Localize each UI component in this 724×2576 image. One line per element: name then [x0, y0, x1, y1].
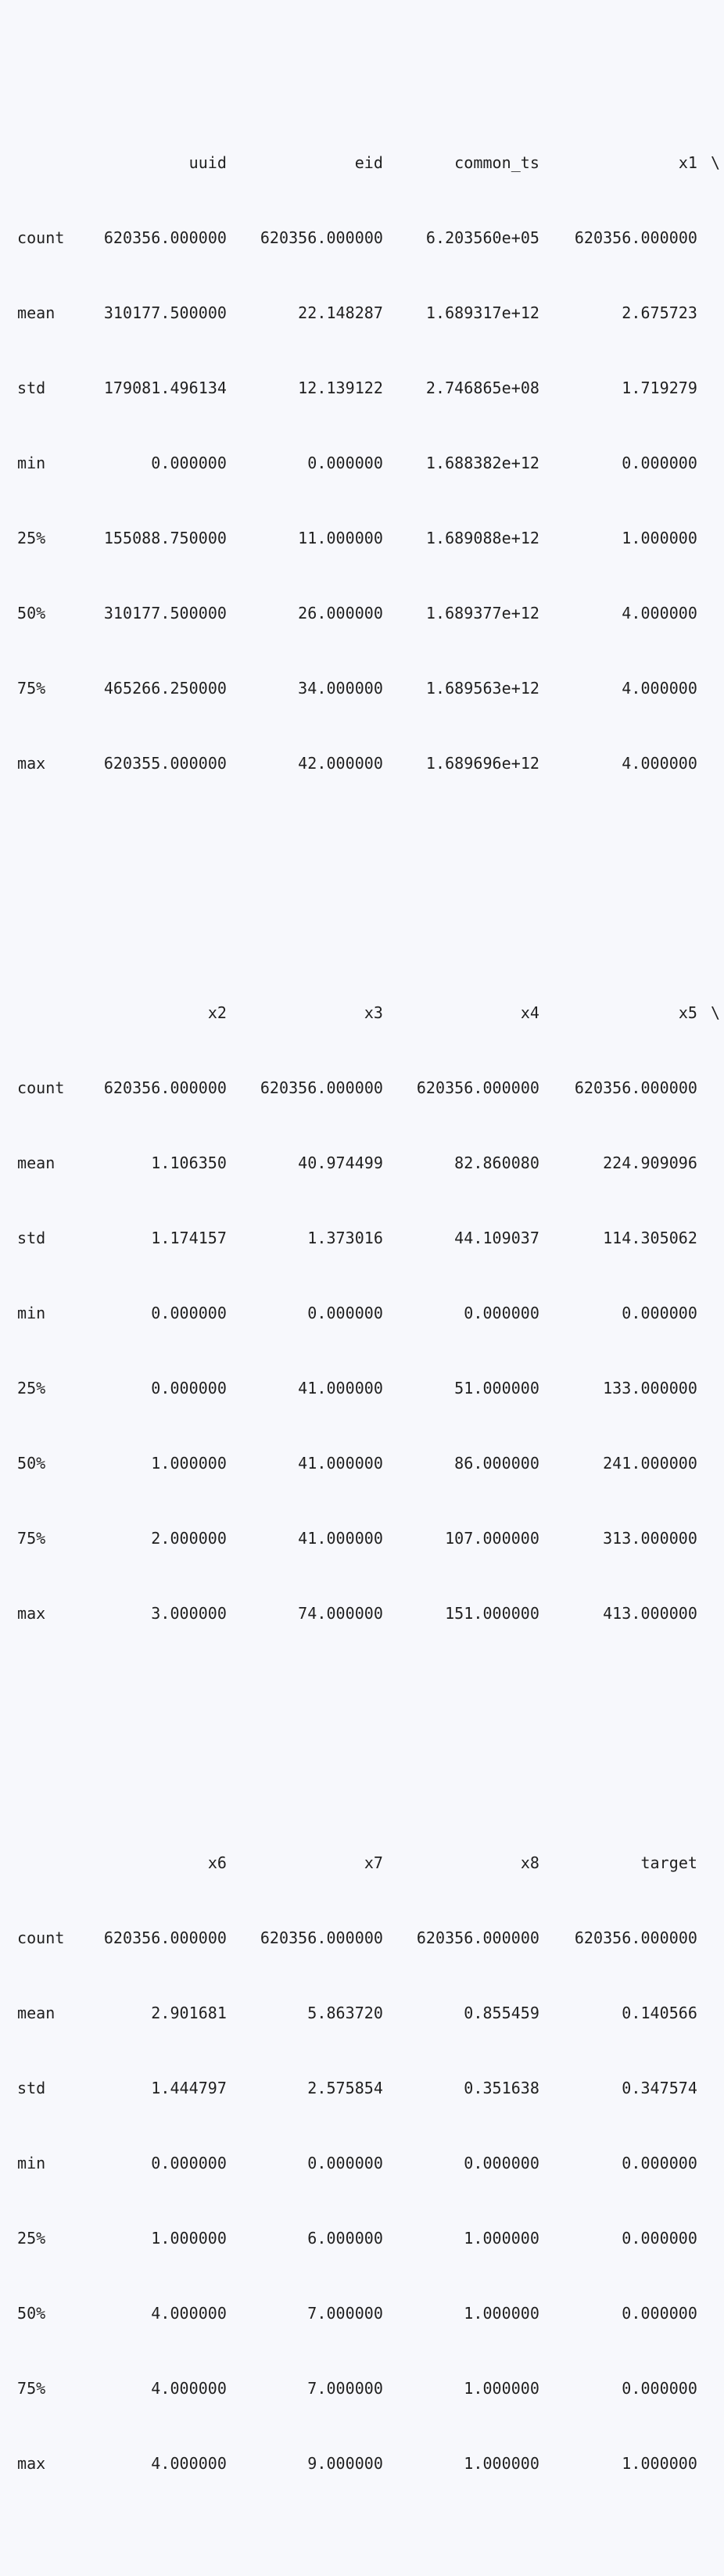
- column-header: common_ts: [454, 153, 539, 172]
- column-header: uuid: [188, 153, 227, 172]
- table-row: [17, 1301, 724, 1326]
- table-cell: 1.719279: [622, 379, 697, 397]
- table-cell: 1.174157: [151, 1229, 227, 1247]
- table-cell: 0.000000: [151, 1379, 227, 1397]
- row-index: max: [17, 2454, 46, 2473]
- table-cell: 4.000000: [622, 754, 697, 773]
- table-cell: 1.000000: [464, 2454, 539, 2473]
- table-cell: 7.000000: [307, 2304, 383, 2323]
- table-row: [17, 2151, 724, 2176]
- table-cell: 1.688382e+12: [425, 454, 539, 472]
- describe-output: [17, 0, 724, 2576]
- table-row: [17, 1376, 724, 1401]
- table-cell: 22.148287: [298, 303, 383, 322]
- table-cell: 4.000000: [151, 2379, 227, 2398]
- table-row: [17, 2226, 724, 2251]
- table-cell: 620355.000000: [103, 754, 227, 773]
- table-cell: 1.689696e+12: [425, 754, 539, 773]
- table-cell: 620356.000000: [416, 1928, 539, 1947]
- header-row: [17, 150, 724, 175]
- column-header: x1: [678, 153, 697, 172]
- table-cell: 7.000000: [307, 2379, 383, 2398]
- table-cell: 114.305062: [603, 1229, 697, 1247]
- row-index: min: [17, 1304, 46, 1322]
- table-cell: 1.444797: [151, 2079, 227, 2097]
- table-cell: 0.000000: [464, 2154, 539, 2172]
- table-cell: 620356.000000: [574, 228, 697, 247]
- table-cell: 41.000000: [298, 1454, 383, 1473]
- column-header: x5: [678, 1003, 697, 1022]
- table-cell: 41.000000: [298, 1529, 383, 1548]
- table-row: [17, 1601, 724, 1626]
- table-cell: 1.106350: [151, 1153, 227, 1172]
- column-header: x6: [207, 1853, 227, 1872]
- table-cell: 0.855459: [464, 2004, 539, 2022]
- table-row: [17, 2451, 724, 2476]
- row-index: 75%: [17, 679, 46, 698]
- table-cell: 310177.500000: [103, 303, 227, 322]
- table-cell: 1.000000: [464, 2304, 539, 2323]
- table-cell: 41.000000: [298, 1379, 383, 1397]
- table-row: [17, 225, 724, 250]
- table-cell: 620356.000000: [260, 1928, 383, 1947]
- table-block: [17, 1800, 724, 2526]
- row-index: 75%: [17, 1529, 46, 1548]
- table-cell: 107.000000: [445, 1529, 539, 1548]
- table-block: [17, 100, 724, 826]
- table-cell: 1.000000: [464, 2379, 539, 2398]
- table-cell: 0.000000: [622, 454, 697, 472]
- table-row: [17, 601, 724, 626]
- row-index: max: [17, 754, 46, 773]
- table-cell: 1.000000: [464, 2229, 539, 2248]
- row-index: std: [17, 1229, 46, 1247]
- header-row: [17, 1850, 724, 1875]
- column-header: x8: [520, 1853, 539, 1872]
- table-cell: 2.901681: [151, 2004, 227, 2022]
- table-cell: 4.000000: [622, 679, 697, 698]
- table-cell: 51.000000: [454, 1379, 539, 1397]
- table-cell: 1.000000: [151, 2229, 227, 2248]
- row-index: 25%: [17, 529, 46, 547]
- row-index: count: [17, 1928, 65, 1947]
- table-cell: 0.347574: [622, 2079, 697, 2097]
- table-cell: 42.000000: [298, 754, 383, 773]
- table-cell: 620356.000000: [260, 228, 383, 247]
- line-continuation: \: [711, 1003, 721, 1022]
- table-cell: 313.000000: [603, 1529, 697, 1548]
- table-cell: 2.675723: [622, 303, 697, 322]
- header-row: [17, 1000, 724, 1025]
- table-cell: 0.000000: [622, 2304, 697, 2323]
- row-index: std: [17, 2079, 46, 2097]
- table-cell: 0.000000: [151, 2154, 227, 2172]
- row-index: 50%: [17, 1454, 46, 1473]
- table-cell: 0.000000: [151, 1304, 227, 1322]
- table-cell: 1.689563e+12: [425, 679, 539, 698]
- table-cell: 0.000000: [307, 454, 383, 472]
- table-cell: 179081.496134: [103, 379, 227, 397]
- row-index: max: [17, 1604, 46, 1623]
- table-cell: 4.000000: [622, 604, 697, 622]
- table-cell: 0.000000: [307, 1304, 383, 1322]
- table-cell: 465266.250000: [103, 679, 227, 698]
- table-row: [17, 1451, 724, 1476]
- table-cell: 2.000000: [151, 1529, 227, 1548]
- table-row: [17, 1925, 724, 1950]
- table-cell: 4.000000: [151, 2304, 227, 2323]
- table-row: [17, 2376, 724, 2401]
- table-cell: 34.000000: [298, 679, 383, 698]
- line-continuation: \: [711, 153, 721, 172]
- row-index: 50%: [17, 2304, 46, 2323]
- column-header: x3: [364, 1003, 383, 1022]
- row-index: min: [17, 454, 46, 472]
- table-cell: 74.000000: [298, 1604, 383, 1623]
- row-index: min: [17, 2154, 46, 2172]
- table-cell: 620356.000000: [103, 1928, 227, 1947]
- table-block: [17, 950, 724, 1676]
- table-row: [17, 300, 724, 325]
- table-cell: 4.000000: [151, 2454, 227, 2473]
- column-header: x7: [364, 1853, 383, 1872]
- table-cell: 5.863720: [307, 2004, 383, 2022]
- row-index: 25%: [17, 1379, 46, 1397]
- table-cell: 151.000000: [445, 1604, 539, 1623]
- table-cell: 0.000000: [622, 2154, 697, 2172]
- table-cell: 0.000000: [622, 2229, 697, 2248]
- row-index: 50%: [17, 604, 46, 622]
- table-cell: 1.000000: [622, 2454, 697, 2473]
- table-cell: 620356.000000: [574, 1078, 697, 1097]
- table-cell: 1.000000: [622, 529, 697, 547]
- table-cell: 133.000000: [603, 1379, 697, 1397]
- table-row: [17, 526, 724, 551]
- table-cell: 0.000000: [622, 1304, 697, 1322]
- table-cell: 0.000000: [151, 454, 227, 472]
- table-cell: 620356.000000: [103, 1078, 227, 1097]
- table-cell: 0.351638: [464, 2079, 539, 2097]
- table-cell: 1.000000: [151, 1454, 227, 1473]
- table-row: [17, 1526, 724, 1551]
- table-row: [17, 1075, 724, 1100]
- table-cell: 620356.000000: [103, 228, 227, 247]
- table-row: [17, 2301, 724, 2326]
- table-cell: 241.000000: [603, 1454, 697, 1473]
- table-cell: 1.373016: [307, 1229, 383, 1247]
- column-header: x2: [207, 1003, 227, 1022]
- row-index: std: [17, 379, 46, 397]
- table-row: [17, 450, 724, 475]
- table-cell: 0.000000: [307, 2154, 383, 2172]
- table-cell: 86.000000: [454, 1454, 539, 1473]
- table-row: [17, 2000, 724, 2025]
- table-row: [17, 1150, 724, 1175]
- table-row: [17, 2076, 724, 2101]
- table-cell: 26.000000: [298, 604, 383, 622]
- table-cell: 620356.000000: [416, 1078, 539, 1097]
- table-cell: 0.000000: [464, 1304, 539, 1322]
- table-cell: 11.000000: [298, 529, 383, 547]
- table-cell: 0.000000: [622, 2379, 697, 2398]
- table-row: [17, 1225, 724, 1250]
- column-header: eid: [354, 153, 383, 172]
- table-cell: 1.689377e+12: [425, 604, 539, 622]
- row-index: count: [17, 1078, 65, 1097]
- table-row: [17, 676, 724, 701]
- row-index: mean: [17, 1153, 56, 1172]
- row-index: count: [17, 228, 65, 247]
- table-cell: 6.203560e+05: [425, 228, 539, 247]
- table-cell: 310177.500000: [103, 604, 227, 622]
- row-index: mean: [17, 2004, 56, 2022]
- row-index: mean: [17, 303, 56, 322]
- table-cell: 2.746865e+08: [425, 379, 539, 397]
- table-cell: 1.689317e+12: [425, 303, 539, 322]
- table-cell: 3.000000: [151, 1604, 227, 1623]
- table-row: [17, 375, 724, 400]
- row-index: 75%: [17, 2379, 46, 2398]
- table-cell: 155088.750000: [103, 529, 227, 547]
- table-cell: 6.000000: [307, 2229, 383, 2248]
- table-cell: 82.860080: [454, 1153, 539, 1172]
- table-cell: 40.974499: [298, 1153, 383, 1172]
- row-index: 25%: [17, 2229, 46, 2248]
- column-header: x4: [520, 1003, 539, 1022]
- table-cell: 2.575854: [307, 2079, 383, 2097]
- table-cell: 44.109037: [454, 1229, 539, 1247]
- column-header: target: [640, 1853, 697, 1872]
- table-row: [17, 751, 724, 776]
- table-cell: 620356.000000: [574, 1928, 697, 1947]
- table-cell: 413.000000: [603, 1604, 697, 1623]
- table-cell: 0.140566: [622, 2004, 697, 2022]
- table-cell: 9.000000: [307, 2454, 383, 2473]
- table-cell: 1.689088e+12: [425, 529, 539, 547]
- table-cell: 620356.000000: [260, 1078, 383, 1097]
- table-cell: 224.909096: [603, 1153, 697, 1172]
- table-cell: 12.139122: [298, 379, 383, 397]
